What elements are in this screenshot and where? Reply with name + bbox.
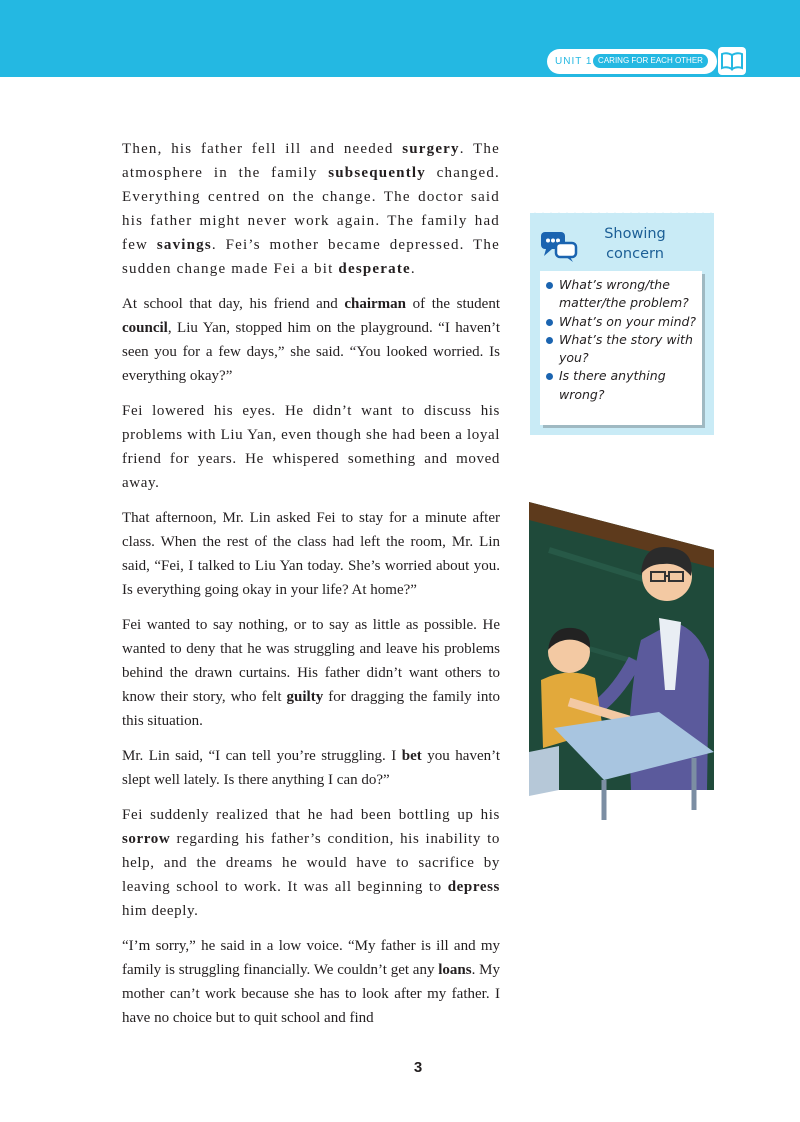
vocab-word: guilty: [286, 689, 324, 705]
concern-phrase: What’s wrong/the matter/the problem?: [559, 277, 689, 311]
bullet-dot: [546, 373, 553, 380]
bullet-dot: [546, 282, 553, 289]
paragraph: Fei lowered his eyes. He didn’t want to discuss his problems with Liu Yan, even though she had been a loyal friend for years. He whispered something and moved away.: [122, 403, 500, 491]
teacher-and-student-illustration: [529, 490, 714, 820]
unit-label: UNIT 1: [555, 56, 593, 67]
vocab-word: depress: [447, 879, 500, 895]
vocab-word: savings: [156, 237, 212, 253]
paragraph: “I’m sorry,” he said in a low voice. “My father is ill and my family is struggling financially. We couldn’t get any loans. My mother can’t work because she has to look after my father. I have no choice but to quit school and find: [122, 938, 501, 1026]
paragraph: Fei wanted to say nothing, or to say as little as possible. He wanted to deny that he was struggling and leave his problems behind the drawn curtains. His father didn’t want others to know their story, who felt guilty for dragging the family into this situation.: [122, 617, 500, 729]
vocab-word: bet: [401, 748, 422, 764]
vocab-word: council: [122, 320, 168, 336]
bullet-dot: [546, 337, 553, 344]
chat-bubbles-icon: [539, 230, 579, 264]
vocab-word: sorrow: [122, 831, 171, 847]
concern-phrase: What’s the story with you?: [559, 331, 693, 366]
paragraph: Mr. Lin said, “I can tell you’re struggling. I bet you haven’t slept well lately. Is there anything I can do?”: [122, 748, 500, 788]
bullet-dot: [546, 319, 553, 326]
page-number: 3: [413, 1059, 423, 1076]
story-text: [122, 137, 500, 1041]
showing-concern-title: Showing concern: [604, 226, 666, 262]
vocab-word: chairman: [344, 296, 407, 312]
list-item: [546, 367, 702, 404]
vocab-word: subsequently: [328, 165, 426, 181]
unit-title: CARING FOR EACH OTHER: [593, 54, 708, 68]
paragraph: Fei suddenly realized that he had been bottling up his sorrow regarding his father’s condition, his inability to help, and the dreams he would have to sacrifice by leaving school to work. It was all beginning to depress him deeply.: [122, 807, 500, 919]
list-item: [546, 276, 702, 313]
vocab-word: loans: [438, 962, 472, 978]
paragraph: At school that day, his friend and chairman of the student council, Liu Yan, stopped him on the playground. “I haven’t seen you for a few days,” she said. “You looked worried. Is everything okay?”: [122, 296, 500, 384]
open-book-icon: [718, 47, 746, 75]
list-item: [546, 331, 702, 368]
concern-phrase: What’s on your mind?: [559, 313, 697, 329]
list-item: [546, 313, 702, 331]
paragraph: That afternoon, Mr. Lin asked Fei to stay for a minute after class. When the rest of the class had left the room, Mr. Lin said, “Fei, I talked to Liu Yan today. She’s worried about you. Is everything going okay in your life? At home?”: [122, 510, 500, 598]
notepad-edge: [530, 210, 714, 218]
vocab-word: desperate: [338, 261, 411, 277]
vocab-word: surgery: [402, 141, 460, 157]
concern-phrase: Is there anything wrong?: [559, 368, 666, 402]
paragraph: Then, his father fell ill and needed surgery. The atmosphere in the family subsequently changed. Everything centred on the change. The doctor said his father might never work again. The family had few savings. Fei’s mother became depressed. The sudden change made Fei a bit desperate.: [122, 141, 500, 277]
concern-phrases-card: [540, 271, 702, 425]
